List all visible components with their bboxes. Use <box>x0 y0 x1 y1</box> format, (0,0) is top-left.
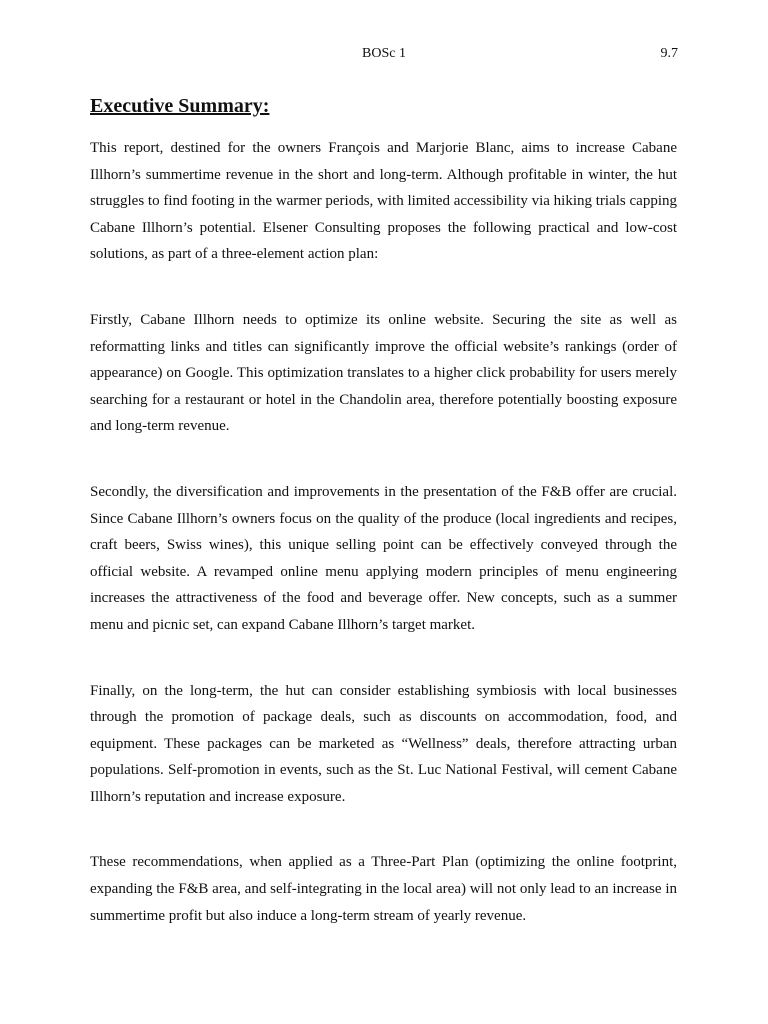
paragraph-conclusion: These recommendations, when applied as a Three-Part Plan (optimizing the online footprint, expanding the F&B area, and self-integrating in the local area) will not only lead to an increase in summertime profit but also induce a long-term stream of yearly revenue. <box>90 854 677 924</box>
page-header <box>90 46 678 66</box>
paragraph-firstly: Firstly, Cabane Illhorn needs to optimize its online website. Securing the site as well as reformatting links and titles can significantly improve the official website’s rankings (order of appearance) on Google. This optimization translates to a higher click probability for users merely searching for a restaurant or hotel in the Chandolin area, therefore potentially boosting exposure and long-term revenue. <box>90 311 677 435</box>
document-body <box>90 93 677 968</box>
paragraph-intro: This report, destined for the owners François and Marjorie Blanc, aims to increase Cabane Illhorn’s summertime revenue in the short and long-term. Although profitable in winter, the hut struggles to find footing in the warmer periods, with limited accessibility via hiking trials capping Cabane Illhorn’s potential. Elsener Consulting proposes the following practical and low-cost solutions, as part of a three-element action plan: <box>90 140 677 263</box>
paragraph-secondly: Secondly, the diversification and improvements in the presentation of the F&B offer are crucial. Since Cabane Illhorn’s owners focus on the quality of the produce (local ingredients and recipes, craft beers, Swiss wines), this unique selling point can be effectively conveyed through the official website. A revamped online menu applying modern principles of menu engineering increases the attractiveness of the food and beverage offer. New concepts, such as a summer menu and picnic set, can expand Cabane Illhorn’s target market. <box>90 483 677 633</box>
paragraph-finally: Finally, on the long-term, the hut can consider establishing symbiosis with local businesses through the promotion of package deals, such as discounts on accommodation, food, and equipment. These packages can be marketed as “Wellness” deals, therefore attracting urban populations. Self-promotion in events, such as the St. Luc National Festival, will cement Cabane Illhorn’s reputation and increase exposure. <box>90 682 677 805</box>
section-title: Executive Summary: <box>90 95 270 117</box>
page-number: 9.7 <box>660 46 678 61</box>
document-id: BOSc 1 <box>362 46 406 61</box>
